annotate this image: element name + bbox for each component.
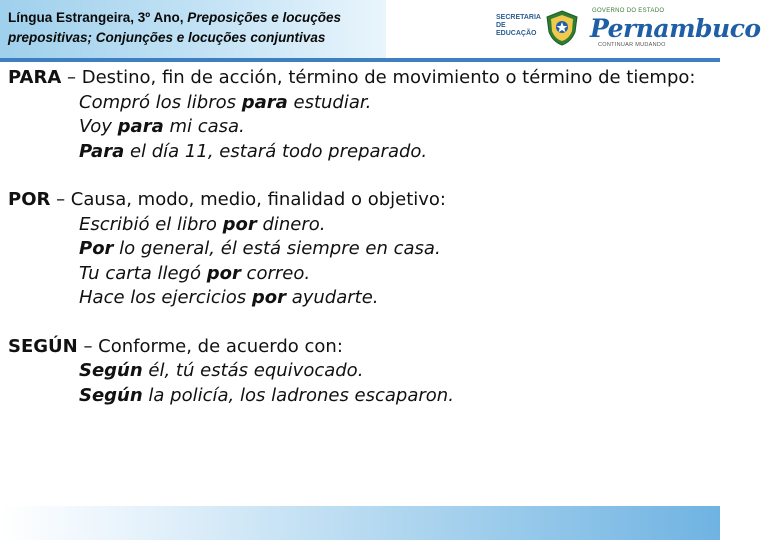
pernambuco-logo-name: Pernambuco: [590, 14, 761, 43]
section-para: [8, 66, 708, 164]
example-text: Hace los ejercicios: [79, 287, 252, 308]
example-text: estudiar.: [287, 91, 372, 113]
section-description: – Conforme, de acuerdo con:: [77, 335, 343, 357]
secretaria-logo-line2: DE EDUCAÇÃO: [496, 22, 537, 37]
example-keyword: Por: [79, 238, 114, 259]
example-keyword: Para: [79, 140, 125, 162]
section-heading: [8, 66, 708, 91]
example-text: correo.: [240, 262, 311, 284]
example-keyword: Según: [79, 360, 143, 381]
example-line: [8, 91, 708, 116]
example-text: Compró los libros: [79, 91, 242, 113]
example-line: [8, 140, 708, 165]
section-segun: [8, 335, 708, 409]
example-line: [8, 384, 708, 409]
example-text: él, tú estás equivocado.: [142, 360, 364, 381]
example-line: [8, 213, 708, 238]
example-keyword: por: [206, 262, 241, 284]
section-por: [8, 188, 708, 311]
example-line: [8, 359, 708, 384]
example-keyword: por: [222, 213, 257, 235]
example-text: dinero.: [256, 213, 326, 235]
example-text: mi casa.: [163, 116, 245, 137]
slide-header: [0, 0, 761, 58]
example-text: ayudarte.: [285, 287, 379, 308]
section-term: PARA: [8, 67, 62, 88]
example-text: Escribió el libro: [79, 213, 223, 235]
example-keyword: por: [251, 287, 286, 308]
example-line: [8, 115, 708, 140]
pernambuco-logo-tagline: CONTINUAR MUDANDO: [598, 42, 666, 48]
example-text: lo general, él está siempre en casa.: [113, 238, 441, 259]
example-line: [8, 262, 708, 287]
section-description: – Destino, fin de acción, término de movimiento o término de tiempo:: [61, 67, 696, 88]
footer-gradient-bar: [0, 506, 720, 540]
section-heading: [8, 188, 708, 213]
section-term: POR: [8, 189, 51, 210]
example-keyword: para: [117, 116, 164, 137]
example-text: la policía, los ladrones escaparon.: [142, 384, 454, 406]
header-title-topic-line1: Preposições e locuções: [187, 10, 342, 25]
section-heading: [8, 335, 708, 360]
slide-body: [8, 66, 708, 432]
state-crest-icon: [545, 10, 579, 46]
pernambuco-logo-top: GOVERNO DO ESTADO: [592, 8, 665, 14]
secretaria-logo-line1: SECRETARIA: [496, 14, 541, 21]
header-title-box: [0, 0, 386, 58]
section-description: – Causa, modo, medio, finalidad o objetivo:: [50, 189, 446, 210]
secretaria-logo: [496, 14, 541, 44]
example-text: Voy: [79, 116, 118, 137]
example-line: [8, 286, 708, 311]
header-title-topic-line2: prepositivas; Conjunções e locuções conjuntivas: [8, 30, 326, 45]
example-keyword: Según: [79, 384, 143, 406]
section-term: SEGÚN: [8, 335, 78, 357]
example-text: Tu carta llegó: [79, 262, 207, 284]
example-line: [8, 237, 708, 262]
header-title-subject: Língua Estrangeira, 3º Ano,: [8, 10, 188, 25]
example-text: el día 11, estará todo preparado.: [124, 140, 428, 162]
header-title: [8, 8, 388, 48]
pernambuco-logo: [584, 8, 761, 52]
header-divider: [0, 58, 720, 62]
example-keyword: para: [241, 91, 288, 113]
